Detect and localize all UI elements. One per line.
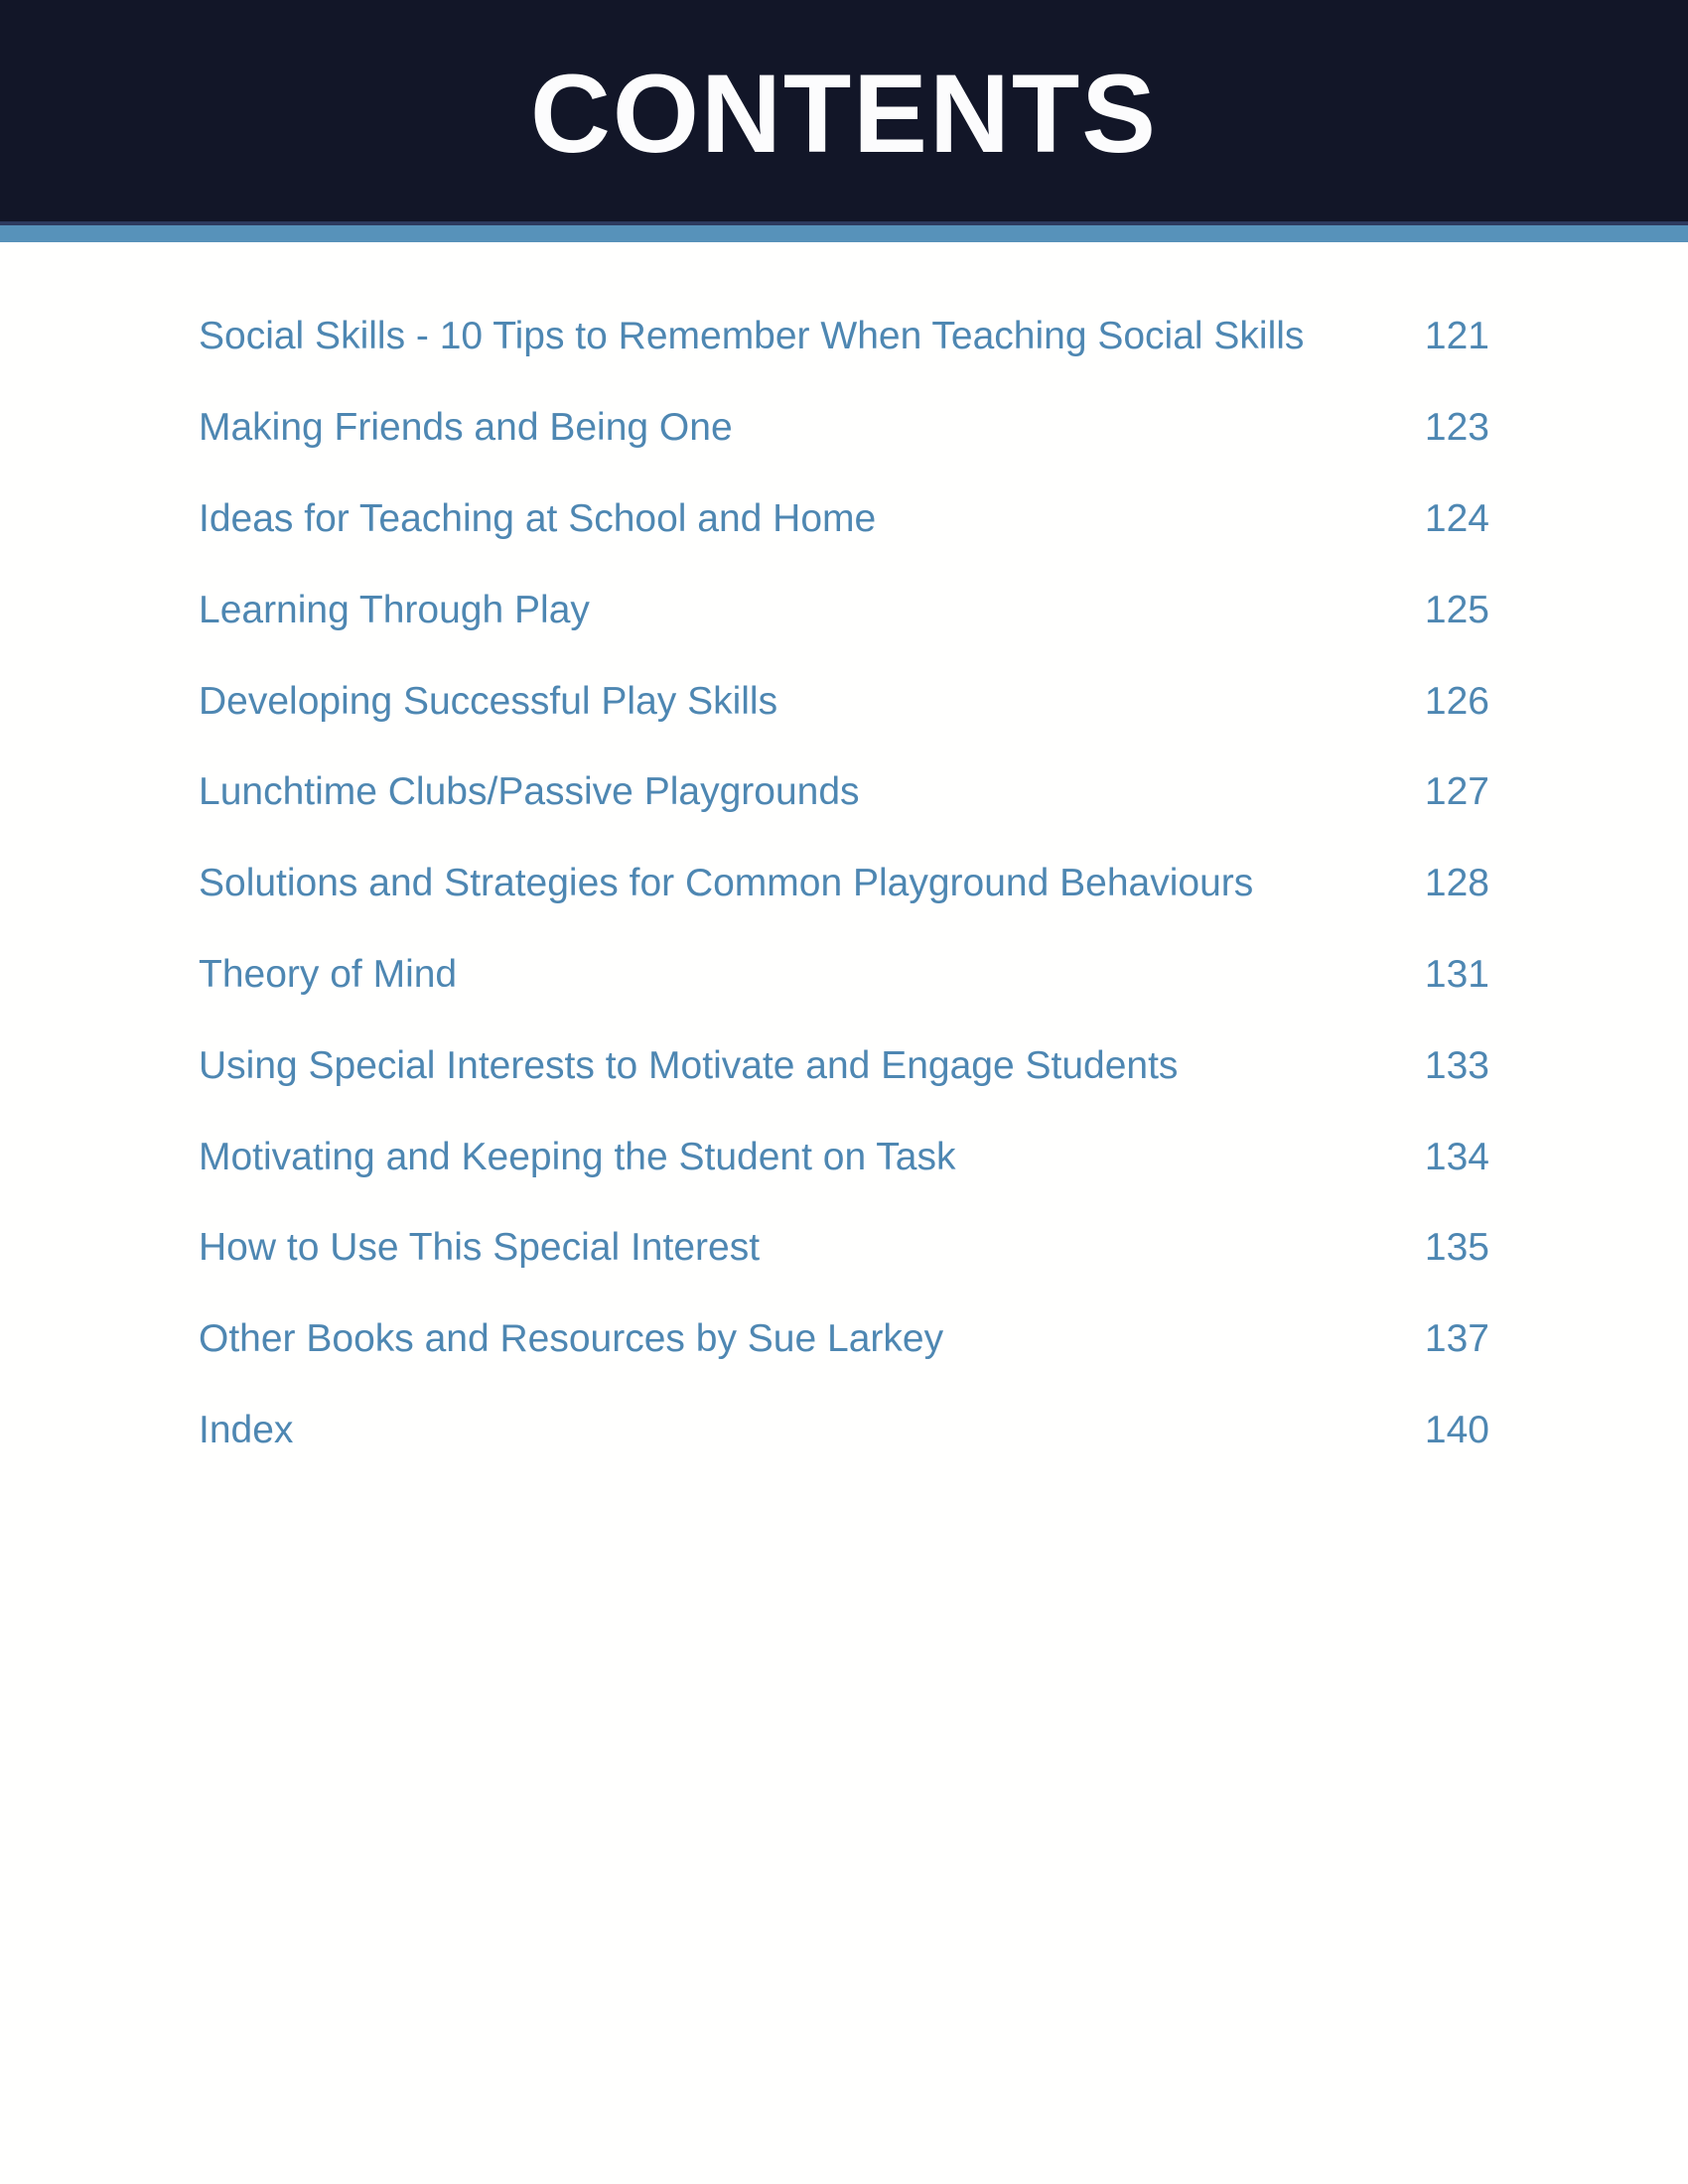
toc-entry[interactable] [199,1112,1489,1203]
toc-entry[interactable] [199,748,1489,839]
toc-entry-page-number: 134 [1424,1135,1489,1178]
toc-entry-page-number: 135 [1424,1226,1489,1270]
toc-entry-label: Solutions and Strategies for Common Playground Behaviours [199,862,1254,905]
toc-entry-label: Index [199,1409,294,1452]
toc-entry-label: Theory of Mind [199,953,458,997]
page-title: CONTENTS [530,51,1158,176]
toc-entry-label: Lunchtime Clubs/Passive Playgrounds [199,770,860,814]
toc-entry[interactable] [199,565,1489,656]
toc-entry[interactable] [199,839,1489,930]
toc-entry[interactable] [199,1295,1489,1386]
toc-entry[interactable] [199,1021,1489,1112]
toc-entry-page-number: 123 [1424,406,1489,450]
toc-entry[interactable] [199,383,1489,475]
toc-entry-label: Motivating and Keeping the Student on Task [199,1135,956,1178]
toc-entry-page-number: 128 [1424,862,1489,905]
toc-entry-page-number: 127 [1424,770,1489,814]
toc-entry[interactable] [199,1386,1489,1477]
toc-entry-label: Making Friends and Being One [199,406,733,450]
toc-entry-page-number: 125 [1424,588,1489,631]
toc-entry-page-number: 137 [1424,1317,1489,1361]
toc-entry-label: Social Skills - 10 Tips to Remember When Teaching Social Skills [199,315,1305,358]
toc-entry[interactable] [199,292,1489,383]
accent-bar [0,225,1688,242]
toc-entry-label: Other Books and Resources by Sue Larkey [199,1317,944,1361]
toc-entry-label: How to Use This Special Interest [199,1226,761,1270]
toc-entry[interactable] [199,1203,1489,1295]
toc-entry[interactable] [199,475,1489,566]
toc-entry-page-number: 126 [1424,679,1489,723]
toc-entry-label: Ideas for Teaching at School and Home [199,497,877,541]
toc-entry-label: Learning Through Play [199,588,590,631]
toc-entry-page-number: 124 [1424,497,1489,541]
toc-list [0,242,1688,1476]
contents-header [0,0,1688,221]
toc-entry-label: Using Special Interests to Motivate and Engage Students [199,1043,1179,1087]
toc-entry[interactable] [199,656,1489,748]
toc-entry-page-number: 140 [1424,1409,1489,1452]
toc-entry-page-number: 131 [1424,953,1489,997]
toc-entry-page-number: 121 [1424,315,1489,358]
toc-entry[interactable] [199,930,1489,1022]
toc-entry-page-number: 133 [1424,1043,1489,1087]
toc-entry-label: Developing Successful Play Skills [199,679,778,723]
